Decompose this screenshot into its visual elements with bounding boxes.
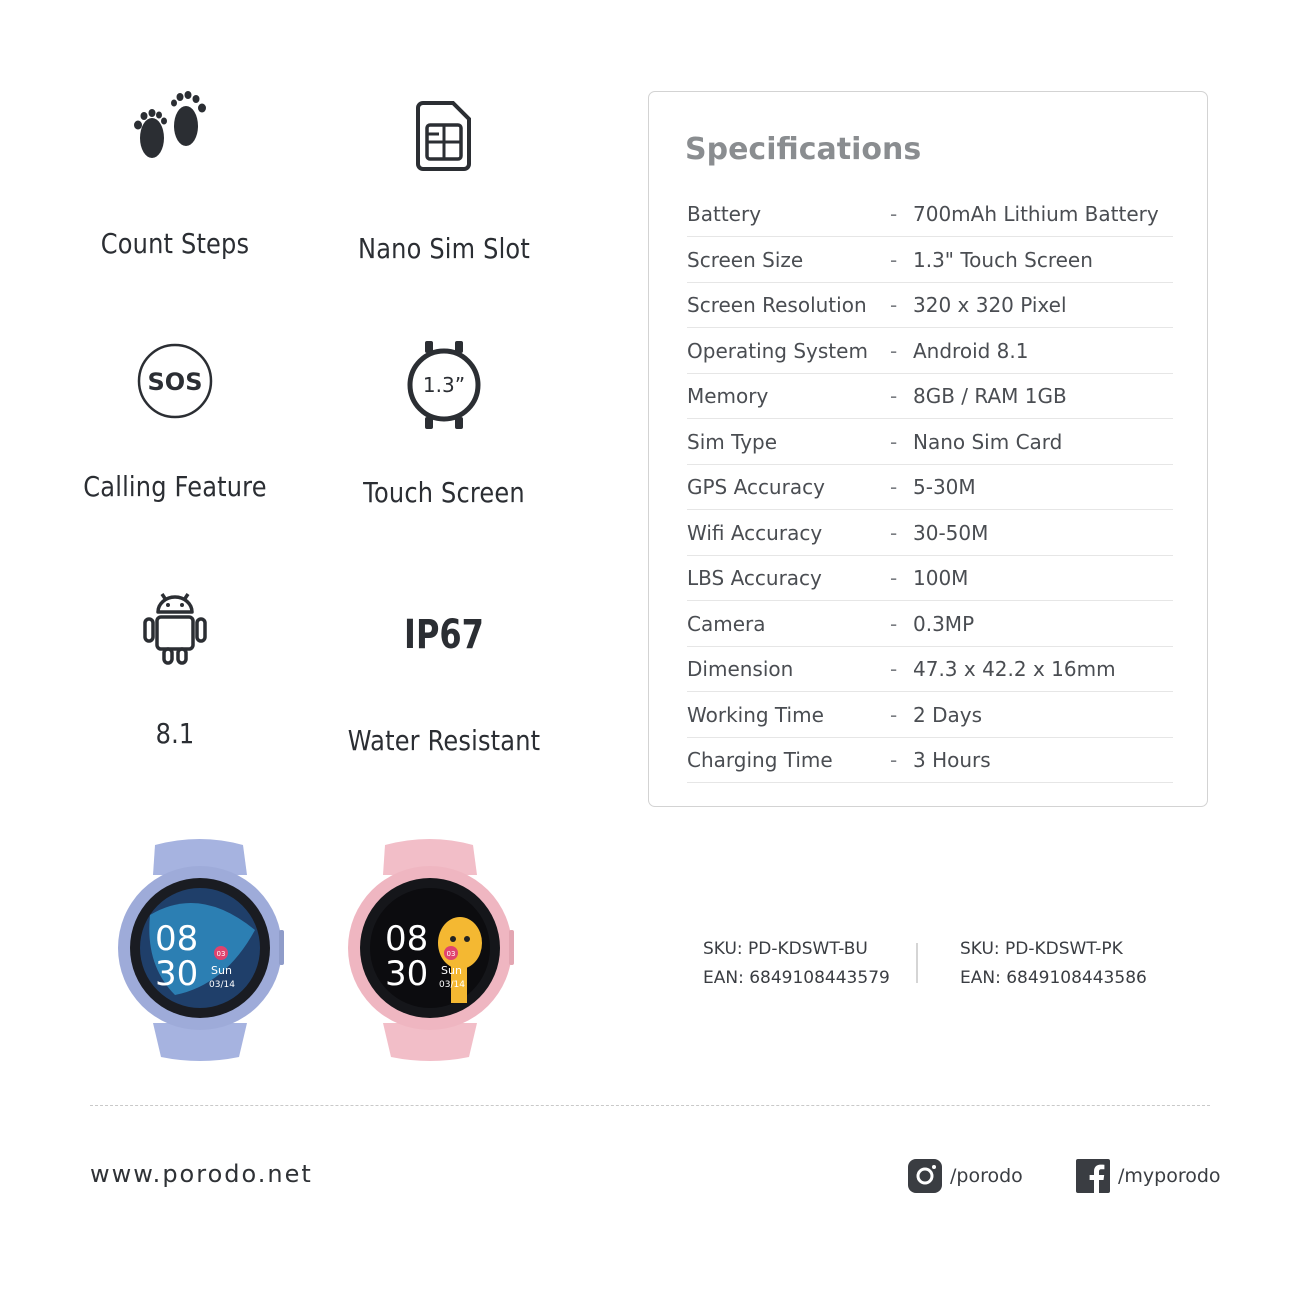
footer-divider xyxy=(90,1105,1210,1106)
spec-row xyxy=(687,693,1173,738)
svg-text:08: 08 xyxy=(155,919,199,959)
spec-dash: - xyxy=(890,429,898,454)
spec-dash: - xyxy=(890,748,898,772)
spec-name: Battery xyxy=(687,202,762,226)
watch-icon xyxy=(403,338,485,432)
feature-touch-screen xyxy=(309,330,579,530)
spec-value: 0.3MP xyxy=(913,611,975,636)
spec-dash: - xyxy=(890,338,898,363)
feature-label: Touch Screen xyxy=(363,476,525,509)
spec-row xyxy=(687,283,1173,328)
instagram-link[interactable] xyxy=(908,1158,1023,1194)
sku-block-pink xyxy=(960,935,1147,993)
sim-card-icon xyxy=(415,100,473,172)
android-icon xyxy=(142,588,208,668)
sku-block-blue xyxy=(703,935,890,993)
svg-text:08: 08 xyxy=(385,919,429,959)
specifications-title: Specifications xyxy=(685,132,922,167)
sku-code: SKU: PD-KDSWT-PK xyxy=(960,939,1123,959)
svg-text:SOS: SOS xyxy=(147,368,203,396)
svg-text:03/14: 03/14 xyxy=(439,980,465,990)
spec-dash: - xyxy=(890,293,898,317)
spec-name: GPS Accuracy xyxy=(687,475,825,499)
feature-nano-sim xyxy=(309,80,579,280)
spec-name: Working Time xyxy=(687,702,824,727)
svg-text:03: 03 xyxy=(446,950,456,958)
spec-value: 100M xyxy=(913,566,969,590)
instagram-icon xyxy=(908,1159,942,1193)
spec-value: 8GB / RAM 1GB xyxy=(913,384,1067,408)
feature-label: Water Resistant xyxy=(347,724,541,757)
feature-label: Count Steps xyxy=(100,227,250,260)
spec-dash: - xyxy=(890,566,898,590)
spec-value: 320 x 320 Pixel xyxy=(913,293,1067,317)
feature-label: Nano Sim Slot xyxy=(358,232,530,265)
spec-dash: - xyxy=(890,611,898,636)
facebook-icon xyxy=(1076,1159,1110,1193)
spec-name: Screen Resolution xyxy=(687,293,867,317)
sos-icon xyxy=(136,342,214,420)
spec-row xyxy=(687,738,1173,783)
spec-row xyxy=(687,192,1173,237)
feature-label: 8.1 xyxy=(155,717,195,750)
product-watch-pink xyxy=(345,835,515,1063)
ean-code: EAN: 6849108443586 xyxy=(960,968,1147,988)
spec-row xyxy=(687,374,1173,419)
svg-text:03: 03 xyxy=(216,950,226,958)
spec-value: Android 8.1 xyxy=(913,338,1029,363)
spec-value: 1.3" Touch Screen xyxy=(913,247,1093,272)
feature-android xyxy=(40,580,310,780)
facebook-link[interactable] xyxy=(1076,1158,1221,1194)
specifications-card xyxy=(648,91,1208,807)
spec-value: Nano Sim Card xyxy=(913,429,1063,454)
ean-code: EAN: 6849108443579 xyxy=(703,968,890,988)
spec-name: LBS Accuracy xyxy=(687,566,822,590)
spec-name: Wifi Accuracy xyxy=(687,520,823,545)
svg-text:1.3”: 1.3” xyxy=(422,373,466,397)
svg-text:30: 30 xyxy=(155,954,199,994)
svg-text:Sun: Sun xyxy=(211,964,232,977)
feature-water-resistant xyxy=(309,580,579,780)
spec-name: Camera xyxy=(687,611,766,636)
feature-label: Calling Feature xyxy=(83,470,267,503)
feature-calling xyxy=(40,330,310,530)
spec-row xyxy=(687,602,1173,647)
spec-row xyxy=(687,556,1173,601)
feature-count-steps xyxy=(40,80,310,280)
website-link[interactable]: www.porodo.net xyxy=(90,1160,313,1188)
spec-name: Operating System xyxy=(687,338,868,363)
spec-value: 47.3 x 42.2 x 16mm xyxy=(913,657,1116,681)
sku-code: SKU: PD-KDSWT-BU xyxy=(703,939,868,959)
spec-value: 5-30M xyxy=(913,475,976,499)
spec-row xyxy=(687,647,1173,692)
spec-row xyxy=(687,420,1173,465)
spec-name: Charging Time xyxy=(687,748,833,772)
spec-dash: - xyxy=(890,657,898,681)
spec-value: 700mAh Lithium Battery xyxy=(913,202,1159,226)
spec-name: Sim Type xyxy=(687,429,778,454)
svg-text:03/14: 03/14 xyxy=(209,980,235,990)
spec-value: 30-50M xyxy=(913,520,989,545)
spec-dash: - xyxy=(890,475,898,499)
spec-name: Screen Size xyxy=(687,247,804,272)
spec-value: 3 Hours xyxy=(913,748,991,772)
ip67-icon: IP67 xyxy=(404,612,484,658)
spec-dash: - xyxy=(890,520,898,545)
instagram-handle: /porodo xyxy=(950,1165,1023,1187)
spec-row xyxy=(687,238,1173,283)
spec-dash: - xyxy=(890,202,898,226)
svg-text:Sun: Sun xyxy=(441,964,462,977)
spec-dash: - xyxy=(890,702,898,727)
spec-row xyxy=(687,329,1173,374)
sku-divider xyxy=(916,943,918,983)
spec-dash: - xyxy=(890,247,898,272)
product-watch-blue xyxy=(115,835,285,1063)
spec-name: Dimension xyxy=(687,657,794,681)
spec-value: 2 Days xyxy=(913,702,982,727)
facebook-handle: /myporodo xyxy=(1118,1165,1221,1187)
spec-name: Memory xyxy=(687,384,769,408)
spec-row xyxy=(687,465,1173,510)
svg-text:30: 30 xyxy=(385,954,429,994)
spec-row xyxy=(687,511,1173,556)
footprints-icon xyxy=(128,88,220,172)
spec-dash: - xyxy=(890,384,898,408)
